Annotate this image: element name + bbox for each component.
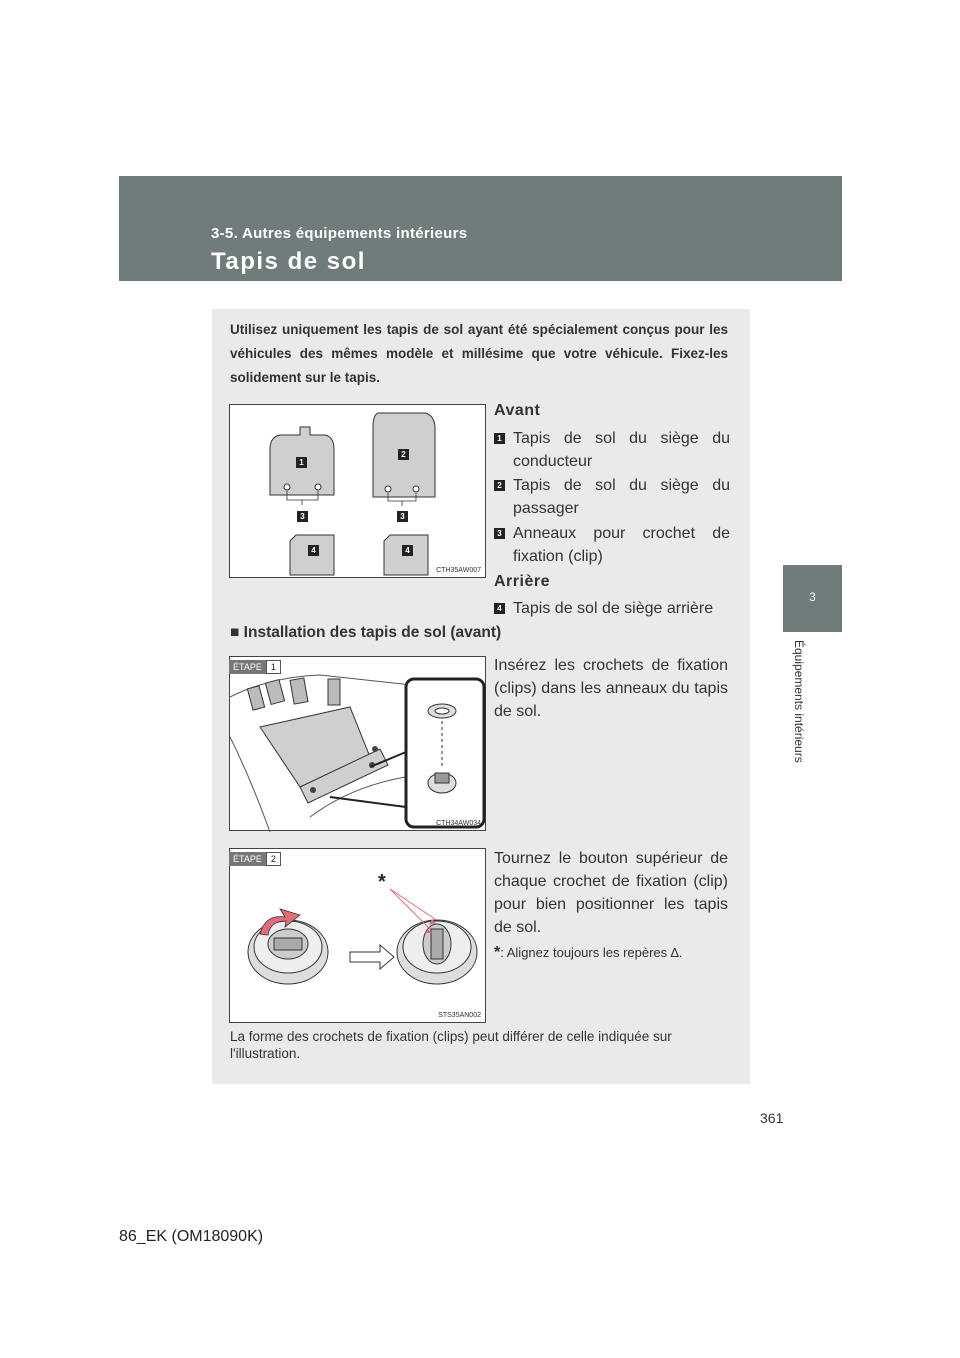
- chapter-label: Équipements intérieurs: [792, 640, 806, 763]
- section-label: 3-5. Autres équipements intérieurs: [211, 225, 468, 242]
- legend-item-4: 4 Tapis de sol de siège arrière: [494, 597, 730, 620]
- badge-3: 3: [494, 528, 505, 539]
- footnote: La forme des crochets de fixation (clips) peut différer de celle indiquée sur l'illustration.: [230, 1029, 672, 1061]
- star-marker: *: [378, 871, 386, 893]
- document-code: 86_EK (OM18090K): [119, 1228, 264, 1245]
- step1-figure: [229, 656, 486, 831]
- badge-2: 2: [494, 480, 505, 491]
- step2-diagram: [230, 849, 487, 1024]
- chapter-number: 3: [809, 590, 816, 604]
- step1-diagram: [230, 657, 487, 832]
- alignment-note: *: Alignez toujours les repères ∆.: [494, 944, 683, 961]
- badge-4: 4: [494, 603, 505, 614]
- figure-code: CTH35AW007: [436, 567, 481, 574]
- legend-item-1: 1 Tapis de sol du siège du conducteur: [494, 427, 730, 473]
- floor-mat-diagram: [230, 405, 487, 579]
- mat-label-1: 1: [296, 457, 307, 468]
- mat-label-4a: 4: [308, 545, 319, 556]
- mat-label-4b: 4: [402, 545, 413, 556]
- floor-mat-figure: [229, 404, 486, 578]
- step2-figure: [229, 848, 486, 1023]
- mat-label-3a: 3: [297, 511, 308, 522]
- step2-badge: ÉTAPE 2: [229, 852, 281, 866]
- page-title: Tapis de sol: [211, 248, 366, 275]
- step2-text: Tournez le bouton supérieur de chaque crochet de fixation (clip) pour bien positionner les tapis de sol.: [494, 850, 728, 936]
- front-heading: Avant: [494, 402, 541, 419]
- badge-1: 1: [494, 433, 505, 444]
- step2-code: STS35AN002: [438, 1012, 481, 1019]
- legend-item-3: 3 Anneaux pour crochet de fixation (clip): [494, 522, 730, 568]
- step1-code: CTH34AW034: [436, 820, 481, 827]
- mat-label-3b: 3: [397, 511, 408, 522]
- legend-item-2: 2 Tapis de sol du siège du passager: [494, 474, 730, 520]
- install-heading: ■ Installation des tapis de sol (avant): [230, 624, 502, 641]
- step1-text: Insérez les crochets de fixation (clips) dans les anneaux du tapis de sol.: [494, 657, 728, 720]
- rear-heading: Arrière: [494, 573, 550, 590]
- intro-text: Utilisez uniquement les tapis de sol ayant été spécialement conçus pour les véhicules des mêmes modèle et millésime que votre véhicule. Fixez-les solidement sur le tapis.: [230, 322, 728, 385]
- step1-badge: ÉTAPE 1: [229, 660, 281, 674]
- mat-label-2: 2: [398, 449, 409, 460]
- page-number: 361: [760, 1110, 784, 1126]
